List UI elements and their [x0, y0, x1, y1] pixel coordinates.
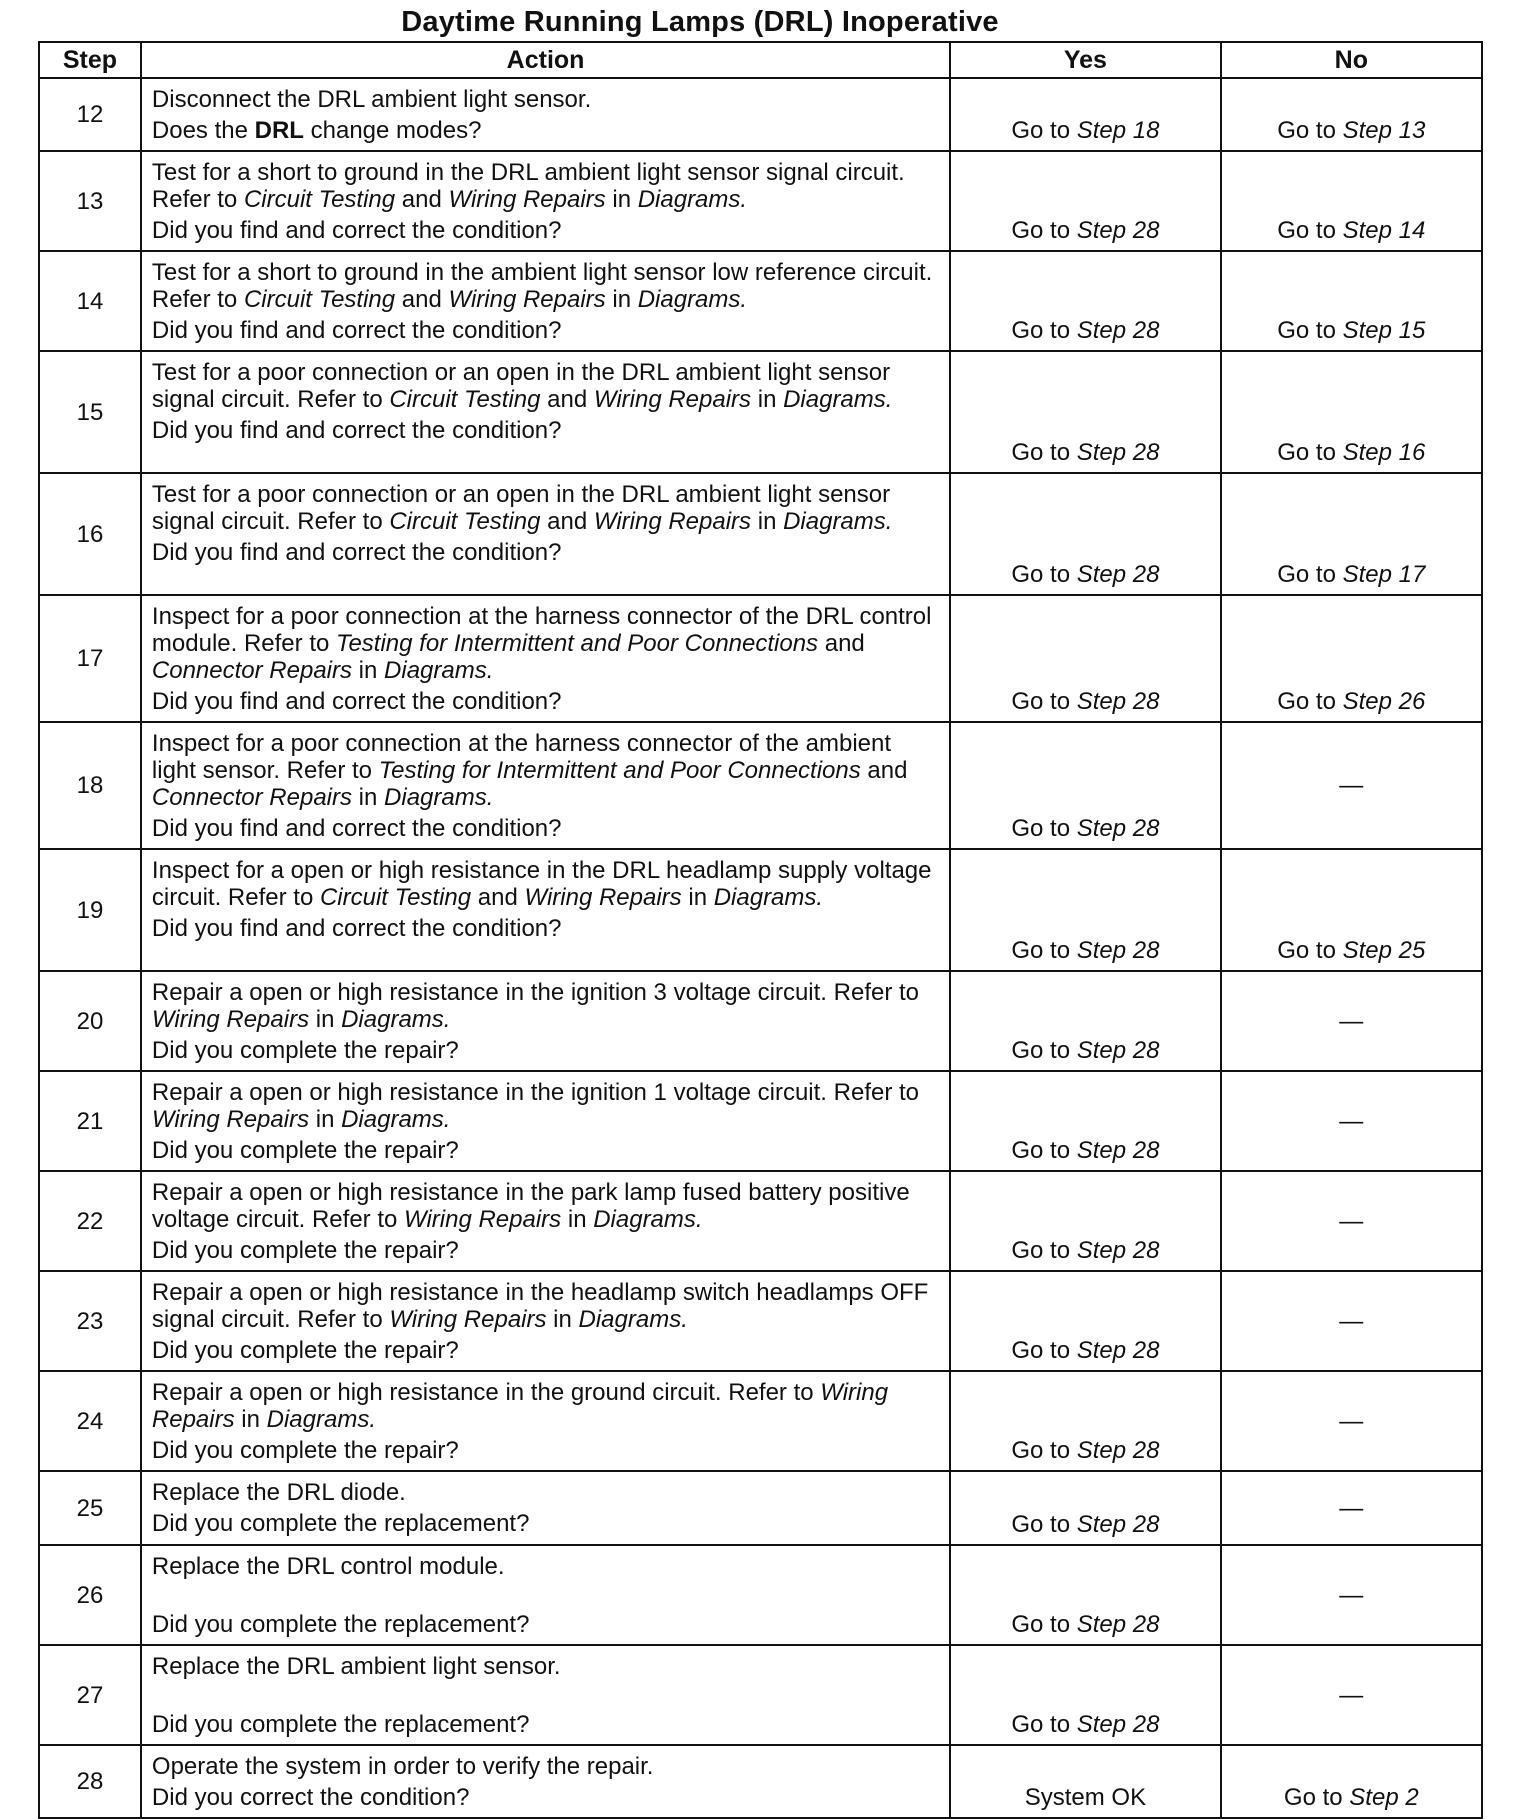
no-dash: —: [1339, 1407, 1364, 1435]
no-dash: —: [1339, 772, 1364, 799]
header-yes: Yes: [950, 42, 1220, 78]
no-cell: [1221, 473, 1482, 595]
action-cell: [141, 722, 950, 849]
action-question: Did you find and correct the condition?: [151, 915, 562, 942]
no-dash: —: [1339, 1107, 1364, 1135]
action-question: Did you complete the replacement?: [151, 1510, 530, 1537]
yes-cell: [950, 251, 1220, 351]
step-number: 25: [39, 1471, 141, 1545]
table-row: [39, 1371, 1482, 1471]
yes-goto-prefix: Go to: [1011, 439, 1077, 466]
yes-goto-prefix: Go to: [1011, 1337, 1077, 1364]
yes-goto-prefix: Go to: [1011, 1437, 1077, 1464]
step-number: 19: [39, 849, 141, 971]
no-goto-prefix: Go to: [1277, 439, 1343, 466]
no-cell: [1221, 151, 1482, 251]
action-cell: [141, 1745, 950, 1818]
action-question: Did you find and correct the condition?: [151, 539, 562, 566]
table-row: [39, 971, 1482, 1071]
yes-goto-prefix: Go to: [1011, 1511, 1077, 1538]
step-number: 23: [39, 1271, 141, 1371]
yes-step-reference: Step 28: [1076, 217, 1160, 244]
yes-cell: [950, 971, 1220, 1071]
no-dash: —: [1339, 1307, 1364, 1335]
header-action: Action: [141, 42, 950, 78]
action-cell: [141, 971, 950, 1071]
yes-cell: [950, 351, 1220, 473]
action-cell: [141, 351, 950, 473]
no-goto-prefix: Go to: [1277, 317, 1343, 344]
step-number: 12: [39, 78, 141, 151]
yes-cell: [950, 1545, 1220, 1645]
action-question: Did you complete the repair?: [151, 1037, 459, 1064]
action-instruction: Replace the DRL diode.: [151, 1479, 406, 1506]
table-row: [39, 1171, 1482, 1271]
action-instruction: Test for a short to ground in the DRL ambient light sensor signal circuit. Refer to Circuit Testing and Wiring Repairs in Diagrams.: [151, 159, 905, 213]
yes-cell: [950, 595, 1220, 722]
action-question: Did you find and correct the condition?: [151, 317, 562, 344]
action-cell: [141, 1171, 950, 1271]
action-instruction: Repair a open or high resistance in the park lamp fused battery positive voltage circuit. Refer to Wiring Repairs in Diagrams.: [151, 1179, 910, 1233]
no-cell: [1221, 1171, 1482, 1271]
no-dash: —: [1339, 1581, 1364, 1609]
no-cell: [1221, 1271, 1482, 1371]
action-instruction: Replace the DRL ambient light sensor.: [151, 1653, 561, 1680]
action-cell: [141, 1271, 950, 1371]
yes-cell: [950, 1371, 1220, 1471]
action-cell: [141, 1545, 950, 1645]
diagnostic-table: [38, 41, 1483, 1819]
no-step-reference: Step 25: [1342, 937, 1426, 964]
table-body: [39, 78, 1482, 1818]
no-cell: [1221, 595, 1482, 722]
yes-goto-prefix: Go to: [1011, 1237, 1077, 1264]
action-cell: [141, 473, 950, 595]
yes-cell: [950, 78, 1220, 151]
no-dash: —: [1339, 1207, 1364, 1235]
step-number: 17: [39, 595, 141, 722]
yes-cell: [950, 1745, 1220, 1818]
action-question: Did you find and correct the condition?: [151, 217, 562, 244]
yes-cell: [950, 1645, 1220, 1745]
action-question: Did you complete the repair?: [151, 1337, 459, 1364]
action-question: Did you complete the repair?: [151, 1437, 459, 1464]
step-number: 13: [39, 151, 141, 251]
yes-step-reference: Step 28: [1076, 815, 1160, 842]
table-row: [39, 351, 1482, 473]
yes-step-reference: Step 28: [1076, 1511, 1160, 1538]
step-number: 14: [39, 251, 141, 351]
no-cell: [1221, 251, 1482, 351]
step-number: 26: [39, 1545, 141, 1645]
step-number: 24: [39, 1371, 141, 1471]
no-cell: [1221, 1071, 1482, 1171]
action-instruction: Repair a open or high resistance in the headlamp switch headlamps OFF signal circuit. Refer to Wiring Repairs in Diagrams.: [151, 1279, 929, 1333]
action-cell: [141, 1071, 950, 1171]
action-instruction: Test for a poor connection or an open in the DRL ambient light sensor signal circuit. Refer to Circuit Testing and Wiring Repairs in Diagrams.: [151, 359, 893, 413]
no-cell: [1221, 1371, 1482, 1471]
action-instruction: Disconnect the DRL ambient light sensor.: [151, 86, 592, 113]
yes-step-reference: Step 28: [1076, 1711, 1160, 1738]
yes-step-reference: Step 28: [1076, 1437, 1160, 1464]
table-row: [39, 151, 1482, 251]
yes-goto-prefix: Go to: [1011, 937, 1077, 964]
yes-step-reference: Step 28: [1076, 1237, 1160, 1264]
no-cell: [1221, 1471, 1482, 1545]
page-title: Daytime Running Lamps (DRL) Inoperative: [401, 6, 999, 38]
header-step: Step: [39, 42, 141, 78]
yes-goto-prefix: Go to: [1011, 1611, 1077, 1638]
yes-goto-prefix: Go to: [1011, 117, 1077, 144]
no-step-reference: Step 26: [1342, 688, 1426, 715]
yes-goto-prefix: Go to: [1011, 217, 1077, 244]
no-step-reference: Step 2: [1349, 1784, 1419, 1811]
action-instruction: Operate the system in order to verify the repair.: [151, 1753, 654, 1780]
action-cell: [141, 1371, 950, 1471]
step-number: 22: [39, 1171, 141, 1271]
yes-goto-prefix: Go to: [1011, 1137, 1077, 1164]
table-row: [39, 1545, 1482, 1645]
table-row: [39, 1471, 1482, 1545]
action-question: Did you correct the condition?: [151, 1784, 470, 1811]
no-step-reference: Step 15: [1342, 317, 1426, 344]
table-row: [39, 1271, 1482, 1371]
action-question: Does the DRL change modes?: [151, 117, 482, 144]
yes-cell: [950, 1171, 1220, 1271]
yes-cell: [950, 849, 1220, 971]
action-question: Did you complete the repair?: [151, 1137, 459, 1164]
action-instruction: Test for a short to ground in the ambient light sensor low reference circuit. Refer to Circuit Testing and Wiring Repairs in Diagrams.: [151, 259, 933, 313]
action-question: Did you complete the replacement?: [151, 1711, 530, 1738]
table-row: [39, 473, 1482, 595]
no-step-reference: Step 14: [1342, 217, 1426, 244]
step-number: 20: [39, 971, 141, 1071]
action-cell: [141, 849, 950, 971]
action-question: Did you complete the repair?: [151, 1237, 459, 1264]
no-cell: [1221, 1745, 1482, 1818]
step-number: 28: [39, 1745, 141, 1818]
yes-step-reference: Step 28: [1076, 1037, 1160, 1064]
no-goto-prefix: Go to: [1283, 1784, 1350, 1811]
action-cell: [141, 251, 950, 351]
no-dash: —: [1339, 1494, 1364, 1522]
no-goto-prefix: Go to: [1277, 688, 1343, 715]
step-number: 27: [39, 1645, 141, 1745]
no-goto-prefix: Go to: [1277, 937, 1343, 964]
no-step-reference: Step 13: [1342, 117, 1426, 144]
table-row: [39, 849, 1482, 971]
yes-goto-prefix: Go to: [1011, 1037, 1077, 1064]
no-cell: [1221, 351, 1482, 473]
action-question: Did you find and correct the condition?: [151, 815, 562, 842]
action-instruction: Inspect for a poor connection at the harness connector of the DRL control module. Refer to Testing for Intermittent and Poor Connections and Connector Repairs in Diagrams.: [151, 603, 932, 684]
yes-goto-prefix: Go to: [1011, 815, 1077, 842]
yes-step-reference: Step 28: [1076, 1137, 1160, 1164]
header-no: No: [1221, 42, 1482, 78]
no-goto-prefix: Go to: [1277, 561, 1343, 588]
no-dash: —: [1339, 1681, 1364, 1709]
yes-goto-prefix: Go to: [1011, 688, 1077, 715]
yes-goto-prefix: Go to: [1011, 317, 1077, 344]
action-cell: [141, 1645, 950, 1745]
yes-step-reference: Step 18: [1076, 117, 1160, 144]
yes-step-reference: Step 28: [1076, 937, 1160, 964]
action-instruction: Repair a open or high resistance in the ignition 1 voltage circuit. Refer to Wiring Repairs in Diagrams.: [151, 1079, 920, 1133]
action-question: Did you find and correct the condition?: [151, 688, 562, 715]
no-step-reference: Step 16: [1342, 439, 1426, 466]
step-number: 18: [39, 722, 141, 849]
yes-step-reference: Step 28: [1076, 561, 1160, 588]
no-cell: [1221, 78, 1482, 151]
action-cell: [141, 595, 950, 722]
no-cell: [1221, 1545, 1482, 1645]
yes-cell: [950, 473, 1220, 595]
table-header-row: [39, 42, 1482, 78]
action-cell: [141, 1471, 950, 1545]
yes-step-reference: Step 28: [1076, 1611, 1160, 1638]
no-cell: [1221, 971, 1482, 1071]
action-instruction: Inspect for a poor connection at the harness connector of the ambient light sensor. Refer to Testing for Intermittent and Poor Connections and Connector Repairs in Diagrams.: [151, 730, 908, 811]
table-row: [39, 1071, 1482, 1171]
yes-cell: [950, 1071, 1220, 1171]
no-cell: [1221, 849, 1482, 971]
yes-goto-prefix: Go to: [1011, 561, 1077, 588]
no-cell: [1221, 722, 1482, 849]
yes-step-reference: Step 28: [1076, 317, 1160, 344]
table-row: [39, 1645, 1482, 1745]
action-instruction: Inspect for a open or high resistance in the DRL headlamp supply voltage circuit. Refer to Circuit Testing and Wiring Repairs in Diagrams.: [151, 857, 932, 911]
no-step-reference: Step 17: [1342, 561, 1426, 588]
action-instruction: Test for a poor connection or an open in the DRL ambient light sensor signal circuit. Refer to Circuit Testing and Wiring Repairs in Diagrams.: [151, 481, 893, 535]
yes-cell: [950, 722, 1220, 849]
step-number: 21: [39, 1071, 141, 1171]
yes-cell: [950, 151, 1220, 251]
action-cell: [141, 151, 950, 251]
table-row: [39, 722, 1482, 849]
no-dash: —: [1339, 1007, 1364, 1035]
yes-step-reference: Step 28: [1076, 1337, 1160, 1364]
yes-cell: [950, 1471, 1220, 1545]
action-instruction: Replace the DRL control module.: [151, 1553, 505, 1580]
table-row: [39, 595, 1482, 722]
table-row: [39, 251, 1482, 351]
action-instruction: Repair a open or high resistance in the ground circuit. Refer to Wiring Repairs in Diagrams.: [151, 1379, 889, 1433]
action-question: Did you complete the replacement?: [151, 1611, 530, 1638]
action-cell: [141, 78, 950, 151]
yes-goto-prefix: Go to: [1011, 1711, 1077, 1738]
yes-step-reference: Step 28: [1076, 439, 1160, 466]
step-number: 16: [39, 473, 141, 595]
no-goto-prefix: Go to: [1277, 217, 1343, 244]
yes-cell: [950, 1271, 1220, 1371]
no-goto-prefix: Go to: [1277, 117, 1343, 144]
yes-step-reference: Step 28: [1076, 688, 1160, 715]
table-row: [39, 78, 1482, 151]
table-row: [39, 1745, 1482, 1818]
yes-result-text: System OK: [1024, 1784, 1147, 1811]
no-cell: [1221, 1645, 1482, 1745]
step-number: 15: [39, 351, 141, 473]
action-question: Did you find and correct the condition?: [151, 417, 562, 444]
action-instruction: Repair a open or high resistance in the ignition 3 voltage circuit. Refer to Wiring Repairs in Diagrams.: [151, 979, 920, 1033]
